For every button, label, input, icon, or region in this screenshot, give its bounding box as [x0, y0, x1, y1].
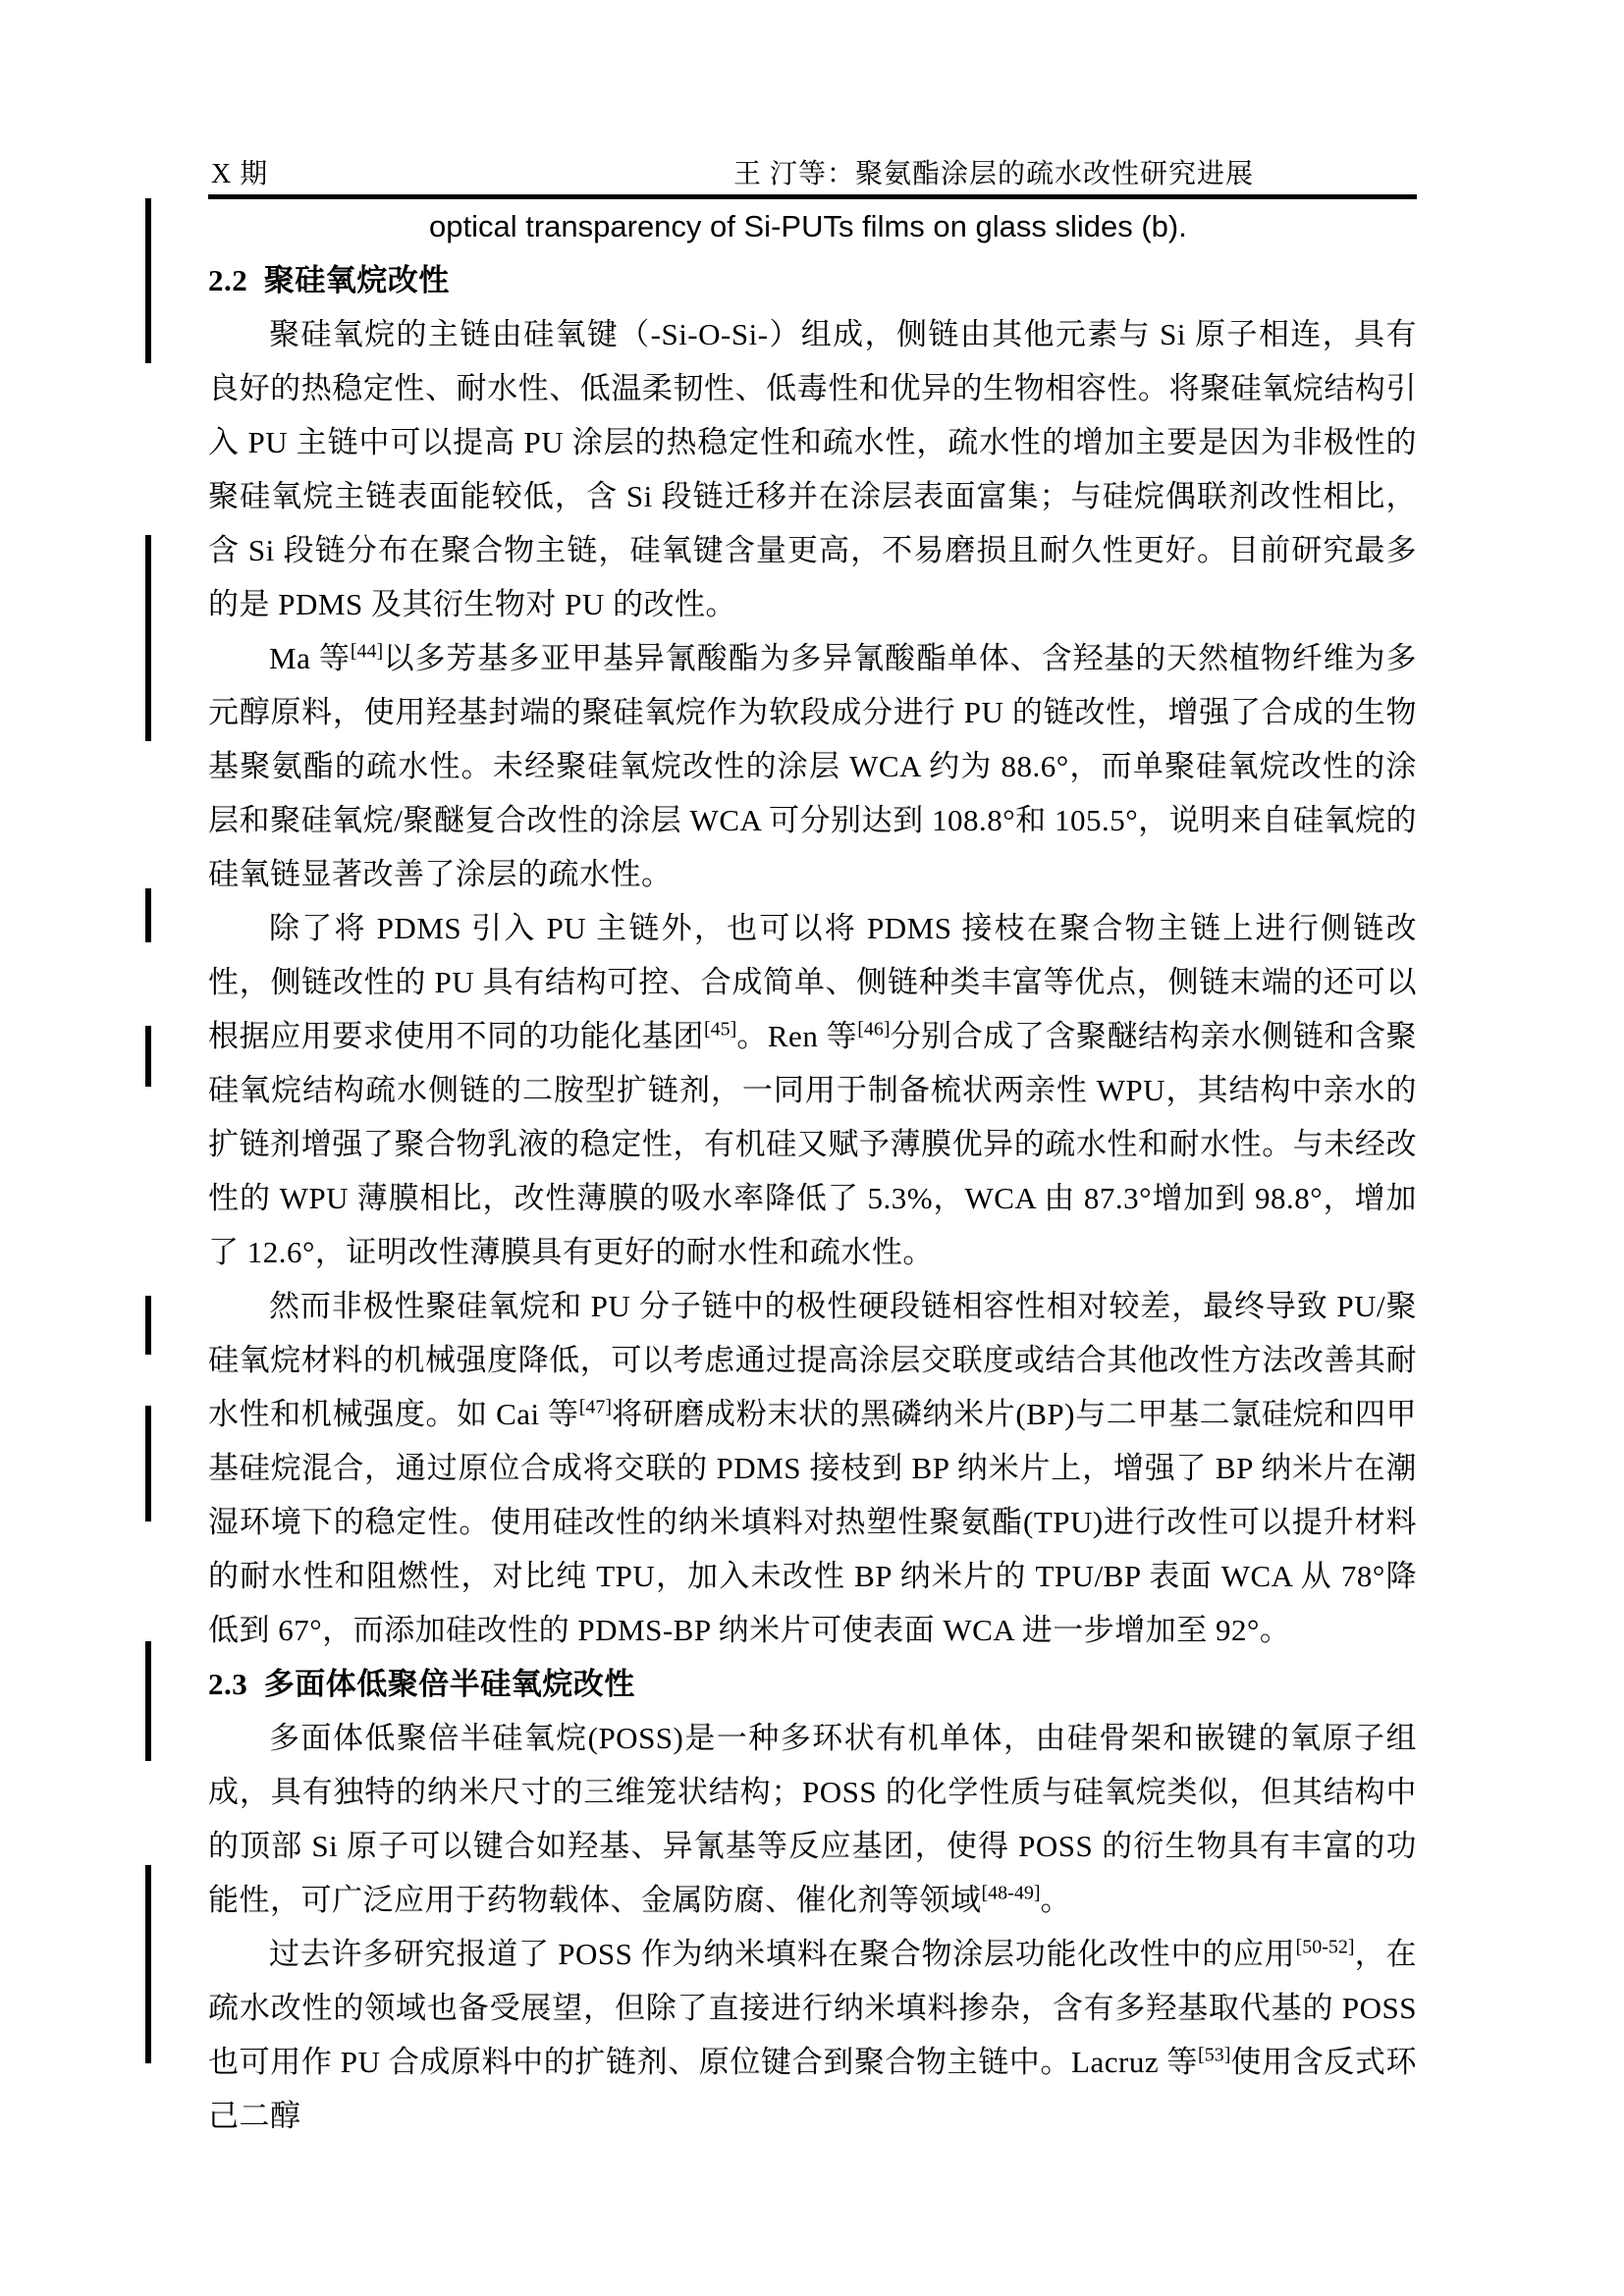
paragraph: 除了将 PDMS 引入 PU 主链外，也可以将 PDMS 接枝在聚合物主链上进行侧链改性，侧链改性的 PU 具有结构可控、合成简单、侧链种类丰富等优点，侧链末端的还可以根据应用要求使用不同的功能化基团[45]。Ren 等[46]分别合成了含聚醚结构亲水侧链和含聚硅氧烷结构疏水侧链的二胺型扩链剂，一同用于制备梳状两亲性 WPU，其结构中亲水的扩链剂增强了聚合物乳液的稳定性，有机硅又赋予薄膜优异的疏水性和耐水性。与未经改性的 WPU 薄膜相比，改性薄膜的吸水率降低了 5.3%，WCA 由 87.3°增加到 98.8°，增加了 12.6°，证明改性薄膜具有更好的耐水性和疏水性。 — [208, 911, 1418, 1269]
change-bar — [145, 1641, 151, 1761]
section-heading: 2.2 聚硅氧烷改性 — [208, 263, 450, 297]
figure-caption-continuation: optical transparency of Si-PUTs films on glass slides (b). — [429, 209, 1187, 243]
section-heading: 2.3 多面体低聚倍半硅氧烷改性 — [208, 1667, 635, 1701]
paragraph: 过去许多研究报道了 POSS 作为纳米填料在聚合物涂层功能化改性中的应用[50-52]，在疏水改性的领域也备受展望，但除了直接进行纳米填料掺杂，含有多羟基取代基的 POSS 也可用作 PU 合成原料中的扩链剂、原位键合到聚合物主链中。Lacruz 等[53]使用含反式环己二醇 — [208, 1936, 1418, 2133]
change-bar — [145, 1296, 151, 1355]
paragraph: 然而非极性聚硅氧烷和 PU 分子链中的极性硬段链相容性相对较差，最终导致 PU/聚硅氧烷材料的机械强度降低，可以考虑通过提高涂层交联度或结合其他改性方法改善其耐水性和机械强度。如 Cai 等[47]将研磨成粉末状的黑磷纳米片(BP)与二甲基二氯硅烷和四甲基硅烷混合，通过原位合成将交联的 PDMS 接枝到 BP 纳米片上，增强了 BP 纳米片在潮湿环境下的稳定性。使用硅改性的纳米填料对热塑性聚氨酯(TPU)进行改性可以提升材料的耐水性和阻燃性，对比纯 TPU，加入未改性 BP 纳米片的 TPU/BP 表面 WCA 从 78°降低到 67°，而添加硅改性的 PDMS-BP 纳米片可使表面 WCA 进一步增加至 92°。 — [208, 1289, 1417, 1647]
paragraph: 多面体低聚倍半硅氧烷(POSS)是一种多环状有机单体，由硅骨架和嵌键的氧原子组成，具有独特的纳米尺寸的三维笼状结构；POSS 的化学性质与硅氧烷类似，但其结构中的顶部 Si 原子可以键合如羟基、异氰基等反应基团，使得 POSS 的衍生物具有丰富的功能性，可广泛应用于药物载体、金属防腐、催化剂等领域[48-49]。 — [208, 1721, 1417, 1917]
citation-ref: [50-52] — [1295, 1936, 1355, 1958]
citation-ref: [53] — [1198, 2044, 1231, 2066]
citation-ref: [46] — [857, 1018, 891, 1041]
change-bar — [145, 1865, 151, 2063]
change-bar — [145, 198, 151, 363]
paragraph: 聚硅氧烷的主链由硅氧键（-Si-O-Si-）组成，侧链由其他元素与 Si 原子相连，具有良好的热稳定性、耐水性、低温柔韧性、低毒性和优异的生物相容性。将聚硅氧烷结构引入 PU 主链中可以提高 PU 涂层的热稳定性和疏水性，疏水性的增加主要是因为非极性的聚硅氧烷主链表面能较低，含 Si 段链迁移并在涂层表面富集；与硅烷偶联剂改性相比，含 Si 段链分布在聚合物主链，硅氧键含量更高，不易磨损且耐久性更好。目前研究最多的是 PDMS 及其衍生物对 PU 的改性。 — [208, 317, 1417, 621]
change-bar — [145, 535, 151, 741]
header-running-title: 王 汀等：聚氨酯涂层的疏水改性研究进展 — [733, 159, 1255, 189]
change-bar — [145, 888, 151, 942]
change-bar — [145, 1406, 151, 1522]
citation-ref: [44] — [350, 640, 384, 663]
header-issue: X 期 — [211, 159, 269, 189]
change-bar — [145, 1026, 151, 1087]
article-body — [208, 199, 1417, 2143]
citation-ref: [48-49] — [981, 1882, 1041, 1904]
citation-ref: [45] — [703, 1018, 737, 1041]
paragraph: Ma 等[44]以多芳基多亚甲基异氰酸酯为多异氰酸酯单体、含羟基的天然植物纤维为多元醇原料，使用羟基封端的聚硅氧烷作为软段成分进行 PU 的链改性，增强了合成的生物基聚氨酯的疏水性。未经聚硅氧烷改性的涂层 WCA 约为 88.6°，而单聚硅氧烷改性的涂层和聚硅氧烷/聚醚复合改性的涂层 WCA 可分别达到 108.8°和 105.5°，说明来自硅氧烷的硅氧链显著改善了涂层的疏水性。 — [208, 640, 1418, 891]
citation-ref: [47] — [578, 1396, 613, 1418]
